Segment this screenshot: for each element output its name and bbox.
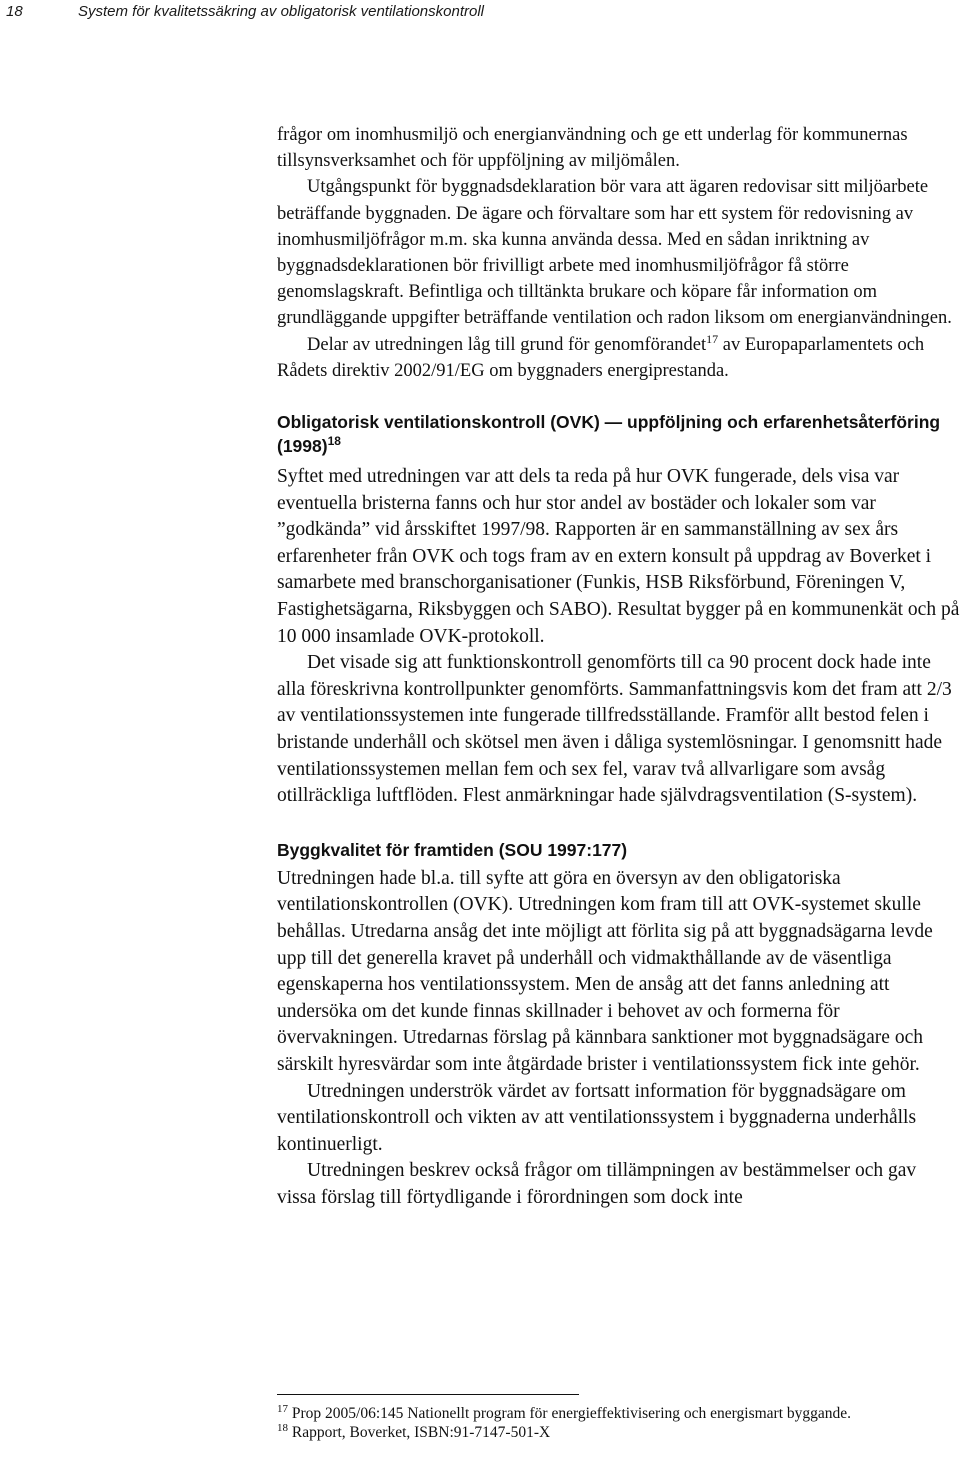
footnote	[277, 1404, 960, 1423]
page-number: 18	[6, 3, 23, 20]
paragraph-text: av Europaparlamentets och Rådets direktiv 2002/91/EG om byggnaders energiprestanda.	[277, 334, 925, 381]
footnote-ref: 17	[706, 331, 719, 346]
running-title: System för kvalitetssäkring av obligatorisk ventilationskontroll	[78, 3, 485, 20]
footnote-number: 18	[277, 1421, 288, 1434]
footnotes	[277, 1404, 960, 1442]
footnote-text: Rapport, Boverket, ISBN:91-7147-501-X	[288, 1424, 551, 1441]
paragraph: Syftet med utredningen var att dels ta reda på hur OVK fungerade, dels visa var eventuella bristerna fanns och hur stor andel av bostäder och lokaler som var ”godkända” vid årsskiftet 1997/98. Rapporten är en sammanställning av sex års erfarenheter från OVK och togs fram av en extern konsult på uppdrag av Boverket i samarbete med branschorganisationer (Funkis, HSB Riksförbund, Föreningen V, Fastighetsägarna, Riksbyggen och SABO). Resultat bygger på en kommunenkät och på 10 000 insamlade OVK-protokoll.	[277, 466, 960, 647]
paragraph: Utgångspunkt för byggnadsdeklaration bör vara att ägaren redovisar sitt miljöarbete beträffande byggnaden. De ägare och förvaltare som har ett system för redovisning av inomhusmiljöfrågor m.m. ska kunna använda dessa. Med en sådan inriktning av byggnadsdeklarationen bör frivilligt arbete med inomhusmiljöfrågor få större genomslagskraft. Befintliga och tilltänkta brukare och köpare får information om grundläggande uppgifter beträffande ventilation och radon liksom om energianvändningen.	[277, 177, 952, 329]
paragraph	[277, 332, 960, 384]
footnote-number: 17	[277, 1402, 288, 1415]
section-heading: Byggkvalitet för framtiden (SOU 1997:177)	[277, 839, 628, 860]
footnote-text: Prop 2005/06:145 Nationellt program för energieffektivisering och energismart byggande.	[288, 1405, 852, 1422]
page-header	[0, 0, 960, 30]
paragraph: Det visade sig att funktionskontroll genomförts till ca 90 procent dock hade inte alla föreskrivna kontrollpunkter genomförts. Sammanfattningsvis kom det fram att 2/3 av ventilationssystemen inte fungerade tillfredsställande. Framför allt bestod felen i bristande underhåll och skötsel men även i dåliga systemlösningar. I genomsnitt hade ventilationssystemen mellan fem och sex fel, varav två allvarligare som avsåg otillräckliga luftflöden. Flest anmärkningar hade självdragsventilation (S-system).	[277, 652, 952, 807]
body-text	[277, 122, 960, 1211]
footnote	[277, 1423, 960, 1442]
paragraph: Utredningen hade bl.a. till syfte att göra en översyn av den obligatoriska ventilationskontrollen (OVK). Utredningen kom fram till att OVK-systemet skulle behållas. Utredarna ansåg det inte möjligt att förlita sig på att byggnadsägarna levde upp till det generella kravet på underhåll och vidmakthållande av de väsentliga egenskaperna hos ventilationssystem. Men de ansåg att det fanns anledning att undersöka om det kunde finnas skillnader i behovet av och formerna för övervakningen. Utredarnas förslag på kännbara sanktioner mot byggnadsägare och särskilt hyresvärdar som inte åtgärdade brister i ventilationssystem fick inte gehör.	[277, 867, 933, 1075]
paragraph: Utredningen beskrev också frågor om tillämpningen av bestämmelser och gav vissa förslag till förtydligande i förordningen som dock inte	[277, 1160, 917, 1208]
footnote-divider	[277, 1394, 579, 1395]
paragraph-text: Delar av utredningen låg till grund för genomförandet	[307, 334, 707, 355]
heading-text: Obligatorisk ventilationskontroll (OVK) — uppföljning och erfarenhetsåterföring (1998)	[277, 412, 941, 457]
footnote-ref: 18	[327, 434, 341, 449]
paragraph: frågor om inomhusmiljö och energianvändning och ge ett underlag för kommunernas tillsynsverksamhet och för uppföljning av miljömålen.	[277, 125, 908, 172]
paragraph: Utredningen underströk värdet av fortsatt information för byggnadsägare om ventilationskontroll och vikten av att ventilationssystem i byggnaderna underhålls kontinuerligt.	[277, 1080, 917, 1155]
section-heading	[277, 410, 960, 458]
